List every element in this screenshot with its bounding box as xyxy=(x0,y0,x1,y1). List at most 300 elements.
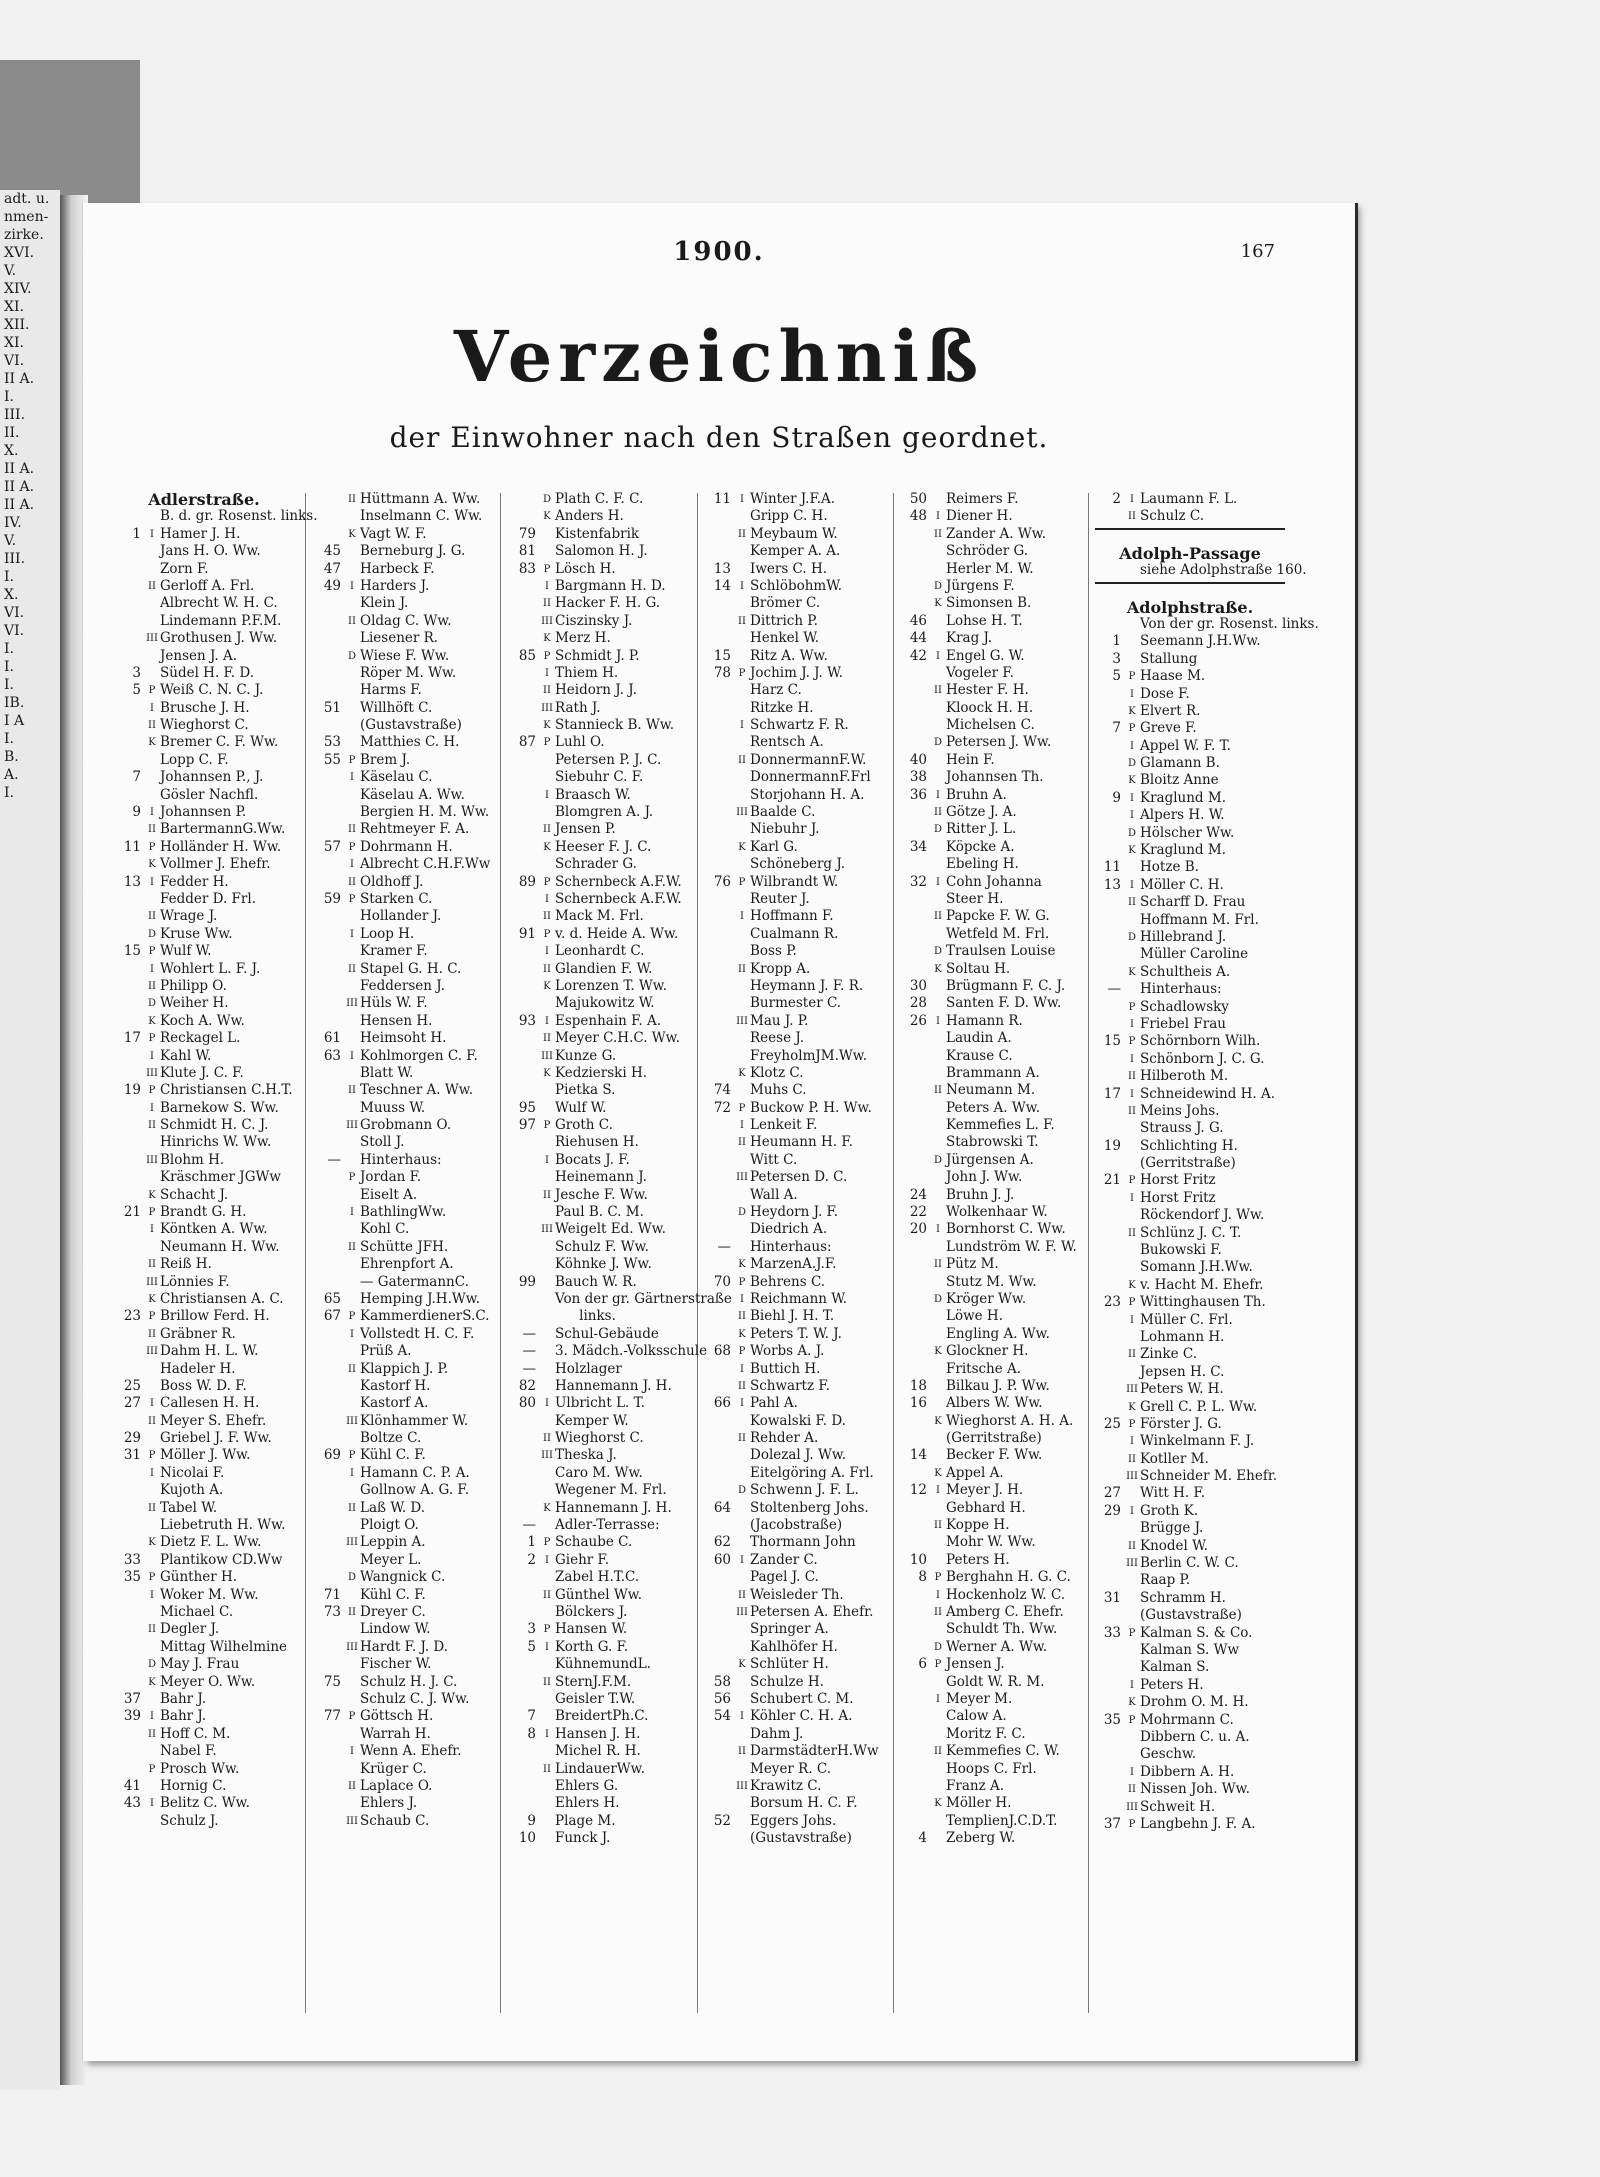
resident-entry xyxy=(1095,1207,1285,1224)
resident-name: Gräbner R. xyxy=(160,1325,236,1342)
floor-marker: D xyxy=(542,494,552,505)
resident-name: Hester F. H. xyxy=(946,682,1029,699)
resident-entry xyxy=(1095,1451,1285,1468)
floor-marker xyxy=(539,526,555,543)
resident-entry xyxy=(1095,912,1285,929)
house-number xyxy=(1095,755,1124,772)
floor-marker xyxy=(1124,946,1140,963)
resident-name: Ritz A. Ww. xyxy=(750,647,828,664)
resident-name: KühnemundL. xyxy=(555,1656,651,1673)
house-number: 29 xyxy=(1103,1502,1121,1519)
resident-name: Jürgensen A. xyxy=(946,1151,1034,1168)
resident-name: Laumann F. L. xyxy=(1140,491,1238,507)
resident-name: Stallung xyxy=(1140,650,1198,667)
floor-marker xyxy=(344,1030,360,1047)
floor-marker xyxy=(539,1082,555,1099)
resident-name: Kraglund M. xyxy=(1140,789,1226,806)
floor-marker: P xyxy=(738,1346,746,1358)
floor-marker: I xyxy=(740,1120,744,1132)
resident-name: Traulsen Louise xyxy=(946,943,1056,960)
house-number xyxy=(510,978,539,995)
house-number xyxy=(315,1534,344,1551)
left-page-fragment: nmen- xyxy=(4,209,49,225)
resident-entry xyxy=(315,1813,490,1830)
resident-name: Weisleder Th. xyxy=(750,1586,844,1603)
floor-marker: K xyxy=(1128,775,1136,787)
floor-marker: K xyxy=(934,1467,942,1479)
resident-name: Simonsen B. xyxy=(946,595,1032,612)
resident-name: Ritzke H. xyxy=(750,699,814,716)
resident-entry xyxy=(705,978,885,995)
resident-name: Heeser F. J. C. xyxy=(555,838,652,855)
resident-name: Dibbern C. u. A. xyxy=(1140,1728,1250,1745)
house-number: 78 xyxy=(713,664,731,681)
floor-marker: K xyxy=(934,1798,942,1810)
floor-marker xyxy=(344,665,360,682)
resident-name: Krüger C. xyxy=(360,1760,427,1777)
floor-marker: II xyxy=(543,911,551,923)
resident-name: Fischer W. xyxy=(360,1656,432,1673)
resident-entry xyxy=(315,630,490,647)
house-number: 26 xyxy=(909,1012,927,1029)
resident-name: Kemmefies L. F. xyxy=(946,1117,1055,1134)
floor-marker: P xyxy=(1128,1036,1136,1048)
house-number xyxy=(510,1169,539,1186)
floor-marker: I xyxy=(936,650,940,662)
floor-marker: I xyxy=(936,511,940,523)
floor-marker: D xyxy=(933,946,943,958)
resident-entry xyxy=(315,1726,490,1743)
floor-marker xyxy=(1124,633,1140,650)
floor-marker xyxy=(734,1239,750,1256)
house-number xyxy=(1095,1364,1124,1381)
resident-name: Meyer C.H.C. Ww. xyxy=(555,1030,680,1047)
resident-entry xyxy=(1095,1172,1285,1189)
house-number xyxy=(510,1221,539,1238)
house-number xyxy=(315,717,344,734)
resident-name: Kohl C. xyxy=(360,1221,410,1238)
resident-entry xyxy=(315,961,490,978)
resident-entry xyxy=(1095,772,1285,789)
house-number xyxy=(705,700,734,717)
floor-marker: P xyxy=(738,1102,746,1114)
resident-name: Geisler T.W. xyxy=(555,1690,636,1707)
floor-marker: I xyxy=(740,1293,744,1305)
house-number: 65 xyxy=(323,1290,341,1307)
column-divider xyxy=(893,493,894,2013)
floor-marker: I xyxy=(740,1554,744,1566)
floor-marker xyxy=(734,1534,750,1551)
resident-name: Goldt W. R. M. xyxy=(946,1673,1045,1690)
house-number xyxy=(901,1621,930,1638)
house-number: 71 xyxy=(323,1586,341,1603)
resident-name: Hadeler H. xyxy=(160,1360,236,1377)
floor-marker xyxy=(144,1361,160,1378)
house-number xyxy=(115,508,144,525)
house-number: 56 xyxy=(713,1690,731,1707)
resident-name: Meyer O. Ww. xyxy=(160,1673,256,1690)
resident-name: Schacht J. xyxy=(160,1186,229,1203)
house-number xyxy=(901,682,930,699)
resident-name: Berlin C. W. C. xyxy=(1140,1555,1239,1572)
house-number: 7 xyxy=(132,769,141,786)
house-number: 91 xyxy=(518,925,536,942)
house-number xyxy=(510,1691,539,1708)
street-heading xyxy=(1095,599,1285,616)
resident-name: Kotller M. xyxy=(1140,1450,1209,1467)
resident-name: Starken C. xyxy=(360,890,433,907)
floor-marker xyxy=(539,1378,555,1395)
house-number xyxy=(315,856,344,873)
resident-name: Horst Fritz xyxy=(1140,1189,1216,1206)
house-number xyxy=(315,491,344,508)
left-page-fragment: V. xyxy=(4,263,17,279)
resident-entry xyxy=(901,926,1081,943)
floor-marker: K xyxy=(148,859,156,871)
resident-name: siehe Adolphstraße 160. xyxy=(1140,562,1307,579)
house-number xyxy=(705,1656,734,1673)
house-number: — xyxy=(717,1238,731,1255)
resident-entry xyxy=(1095,1520,1285,1537)
resident-entry xyxy=(115,943,293,960)
resident-entry xyxy=(115,995,293,1012)
resident-entry xyxy=(901,943,1081,960)
floor-marker xyxy=(1124,912,1140,929)
resident-entry xyxy=(510,1187,685,1204)
resident-entry xyxy=(901,961,1081,978)
floor-marker xyxy=(144,595,160,612)
resident-entry xyxy=(315,1326,490,1343)
resident-entry xyxy=(901,1326,1081,1343)
resident-entry xyxy=(705,613,885,630)
floor-marker xyxy=(734,543,750,560)
resident-entry xyxy=(510,1708,685,1725)
house-number xyxy=(705,1517,734,1534)
floor-marker: P xyxy=(1128,1627,1136,1639)
house-number xyxy=(510,1587,539,1604)
floor-marker xyxy=(930,856,946,873)
resident-entry xyxy=(901,561,1081,578)
house-number xyxy=(315,630,344,647)
floor-marker: II xyxy=(348,494,356,505)
resident-name: Klotz C. xyxy=(750,1064,804,1081)
resident-entry xyxy=(705,908,885,925)
house-number xyxy=(115,1065,144,1082)
resident-entry xyxy=(901,1100,1081,1117)
resident-name: Meybaum W. xyxy=(750,525,838,542)
house-number xyxy=(115,1743,144,1760)
house-number: 13 xyxy=(1103,876,1121,893)
floor-marker: II xyxy=(148,1415,156,1427)
house-number xyxy=(315,926,344,943)
resident-name: Kalman S. Ww xyxy=(1140,1642,1240,1658)
house-number: 45 xyxy=(323,543,341,560)
section-rule xyxy=(1095,528,1285,545)
floor-marker xyxy=(1124,1520,1140,1537)
resident-name: DonnermannF.Frl xyxy=(750,769,871,786)
house-number xyxy=(315,1621,344,1638)
resident-name: Zander A. Ww. xyxy=(946,525,1046,542)
floor-marker: I xyxy=(350,928,354,940)
resident-entry xyxy=(901,734,1081,751)
house-number: 70 xyxy=(713,1273,731,1290)
resident-name: Kedzierski H. xyxy=(555,1064,648,1081)
resident-entry xyxy=(901,1308,1081,1325)
resident-entry xyxy=(901,1569,1081,1586)
left-page-fragment: II. xyxy=(4,425,20,441)
floor-marker: P xyxy=(1128,1714,1136,1726)
house-number xyxy=(315,1413,344,1430)
resident-name: Holländer H. Ww. xyxy=(160,838,282,855)
floor-marker: D xyxy=(933,580,943,592)
resident-name: Nicolai F. xyxy=(160,1464,225,1481)
house-number xyxy=(705,543,734,560)
resident-entry xyxy=(115,1100,293,1117)
floor-marker: P xyxy=(148,1085,156,1097)
resident-entry xyxy=(510,1656,685,1673)
resident-entry xyxy=(1095,1294,1285,1311)
resident-entry xyxy=(510,1795,685,1812)
floor-marker xyxy=(144,1691,160,1708)
house-number: 55 xyxy=(323,751,341,768)
house-number: 62 xyxy=(713,1534,731,1551)
resident-name: (Gerritstraße) xyxy=(946,1430,1042,1447)
resident-name: Ulbricht L. T. xyxy=(555,1395,645,1412)
house-number xyxy=(510,1500,539,1517)
resident-name: Kahlhöfer H. xyxy=(750,1638,838,1655)
house-number xyxy=(1095,1346,1124,1363)
resident-name: LindauerWw. xyxy=(555,1760,645,1777)
resident-entry xyxy=(901,543,1081,560)
house-number xyxy=(705,1221,734,1238)
floor-marker: II xyxy=(348,1502,356,1514)
left-page-fragment: I. xyxy=(4,677,14,693)
house-number xyxy=(705,1726,734,1743)
house-number: 48 xyxy=(909,508,927,525)
resident-entry xyxy=(1095,1764,1285,1781)
floor-marker xyxy=(1124,1155,1140,1172)
floor-marker: D xyxy=(933,1641,943,1653)
floor-marker xyxy=(539,1343,555,1360)
resident-name: Elvert R. xyxy=(1140,702,1201,719)
resident-entry xyxy=(901,1447,1081,1464)
house-number: 11 xyxy=(713,491,731,507)
resident-entry xyxy=(115,1134,293,1151)
resident-name: Appel W. F. T. xyxy=(1140,737,1231,754)
resident-name: Dahm H. L. W. xyxy=(160,1343,259,1360)
resident-entry xyxy=(1095,929,1285,946)
house-number xyxy=(510,943,539,960)
resident-entry xyxy=(705,648,885,665)
resident-entry xyxy=(315,1413,490,1430)
left-page-fragment: B. xyxy=(4,749,19,765)
resident-entry xyxy=(315,1621,490,1638)
house-number xyxy=(705,1430,734,1447)
floor-marker: P xyxy=(1128,1001,1136,1013)
resident-name: Grobmann O. xyxy=(360,1117,452,1134)
resident-entry xyxy=(510,1726,685,1743)
floor-marker: K xyxy=(738,1659,746,1671)
floor-marker: II xyxy=(348,615,356,627)
floor-marker: III xyxy=(346,1815,358,1827)
resident-name: Jesche F. Ww. xyxy=(555,1186,648,1203)
resident-name: Koppe H. xyxy=(946,1517,1010,1534)
resident-name: Harbeck F. xyxy=(360,560,435,577)
resident-entry xyxy=(115,1274,293,1291)
house-number xyxy=(1095,807,1124,824)
floor-marker: I xyxy=(1130,879,1134,891)
resident-name: Kastorf H. xyxy=(360,1377,431,1394)
resident-entry xyxy=(115,961,293,978)
resident-name: Bloitz Anne xyxy=(1140,772,1219,789)
resident-entry xyxy=(1095,1816,1285,1833)
resident-name: Hoffmann F. xyxy=(750,908,834,925)
resident-name: Raap P. xyxy=(1140,1572,1191,1589)
floor-marker: II xyxy=(543,598,551,610)
resident-name: Hinterhaus: xyxy=(360,1151,442,1168)
resident-name: Möller J. Ww. xyxy=(160,1447,251,1464)
resident-entry xyxy=(115,1621,293,1638)
resident-entry xyxy=(1095,964,1285,981)
floor-marker xyxy=(734,1187,750,1204)
floor-marker: II xyxy=(738,1589,746,1601)
resident-entry xyxy=(705,839,885,856)
house-number: 38 xyxy=(909,769,927,786)
house-number xyxy=(705,1761,734,1778)
house-number xyxy=(510,1152,539,1169)
floor-marker xyxy=(930,891,946,908)
resident-name: Blomgren A. J. xyxy=(555,804,654,821)
resident-name: Witt C. xyxy=(750,1151,798,1168)
resident-entry xyxy=(315,1187,490,1204)
resident-name: Heimsoht H. xyxy=(360,1030,447,1047)
house-number: 17 xyxy=(123,1030,141,1047)
directory-column-6 xyxy=(1095,491,1319,1833)
floor-marker: I xyxy=(1130,494,1134,505)
house-number xyxy=(115,1169,144,1186)
house-number xyxy=(901,543,930,560)
resident-entry xyxy=(901,1221,1081,1238)
resident-entry xyxy=(1095,1190,1285,1207)
house-number: 99 xyxy=(518,1273,536,1290)
house-number: 47 xyxy=(323,560,341,577)
floor-marker xyxy=(930,1065,946,1082)
house-number xyxy=(1095,1659,1124,1676)
resident-name: Muhs C. xyxy=(750,1082,807,1099)
resident-name: Südel H. F. D. xyxy=(160,664,255,681)
house-number xyxy=(315,1726,344,1743)
house-number: 25 xyxy=(123,1377,141,1394)
house-number xyxy=(1095,1016,1124,1033)
house-number: 6 xyxy=(918,1656,927,1673)
resident-name: Schröder G. xyxy=(946,543,1029,560)
resident-name: Petersen D. C. xyxy=(750,1169,848,1186)
floor-marker xyxy=(930,1534,946,1551)
house-number: 2 xyxy=(1112,491,1121,507)
house-number xyxy=(115,1221,144,1238)
resident-entry xyxy=(510,1274,685,1291)
resident-entry xyxy=(705,1726,885,1743)
resident-name: Engel G. W. xyxy=(946,647,1025,664)
resident-entry xyxy=(1095,1120,1285,1137)
resident-entry xyxy=(510,1152,685,1169)
resident-name: Kastorf A. xyxy=(360,1395,429,1412)
floor-marker xyxy=(1124,616,1140,633)
house-number xyxy=(115,1517,144,1534)
resident-entry xyxy=(901,1674,1081,1691)
floor-marker: K xyxy=(543,511,551,523)
house-number xyxy=(315,1482,344,1499)
house-number: 95 xyxy=(518,1099,536,1116)
house-number xyxy=(705,613,734,630)
floor-marker: I xyxy=(150,702,154,714)
house-number xyxy=(510,1082,539,1099)
house-number: 57 xyxy=(323,838,341,855)
floor-marker xyxy=(539,1795,555,1812)
resident-entry xyxy=(510,752,685,769)
resident-name: Blatt W. xyxy=(360,1064,414,1081)
house-number xyxy=(901,526,930,543)
house-number xyxy=(315,1569,344,1586)
resident-name: Storjohann H. A. xyxy=(750,786,865,803)
house-number xyxy=(315,1100,344,1117)
resident-entry xyxy=(901,613,1081,630)
resident-name: Meyer J. H. xyxy=(946,1482,1024,1499)
resident-entry xyxy=(705,1065,885,1082)
resident-name: Plath C. F. C. xyxy=(555,491,644,507)
resident-name: Caro M. Ww. xyxy=(555,1464,643,1481)
house-number xyxy=(705,856,734,873)
floor-marker: II xyxy=(543,1189,551,1201)
street-heading xyxy=(115,491,293,508)
floor-marker xyxy=(344,1430,360,1447)
floor-marker: II xyxy=(934,807,942,819)
floor-marker: II xyxy=(348,1607,356,1618)
resident-entry xyxy=(1095,1259,1285,1276)
resident-name: Brillow Ferd. H. xyxy=(160,1308,270,1325)
resident-name: Pagel J. C. xyxy=(750,1569,819,1586)
floor-marker xyxy=(930,978,946,995)
resident-entry xyxy=(115,908,293,925)
resident-entry xyxy=(115,1291,293,1308)
house-number: — xyxy=(522,1360,536,1377)
resident-name: v. d. Heide A. Ww. xyxy=(555,925,679,942)
floor-marker xyxy=(734,648,750,665)
resident-name: Bahr J. xyxy=(160,1690,207,1707)
floor-marker xyxy=(734,1761,750,1778)
resident-name: Holzlager xyxy=(555,1360,622,1377)
resident-name: Hoff C. M. xyxy=(160,1725,231,1742)
resident-name: Korth G. F. xyxy=(555,1638,629,1655)
floor-marker: II xyxy=(543,1676,551,1688)
floor-marker: III xyxy=(541,702,553,714)
house-number xyxy=(315,1465,344,1482)
resident-entry xyxy=(510,630,685,647)
resident-entry xyxy=(315,874,490,891)
resident-entry xyxy=(510,787,685,804)
floor-marker xyxy=(930,1100,946,1117)
floor-marker: II xyxy=(738,1746,746,1758)
house-number: 79 xyxy=(518,525,536,542)
resident-name: Rentsch A. xyxy=(750,734,824,751)
resident-name: Schulz C. J. Ww. xyxy=(360,1690,470,1707)
house-number xyxy=(115,1604,144,1621)
resident-name: Worbs A. J. xyxy=(750,1343,825,1360)
resident-entry xyxy=(1095,1381,1285,1398)
house-number xyxy=(315,526,344,543)
house-number: 75 xyxy=(323,1673,341,1690)
floor-marker: II xyxy=(1128,897,1136,909)
